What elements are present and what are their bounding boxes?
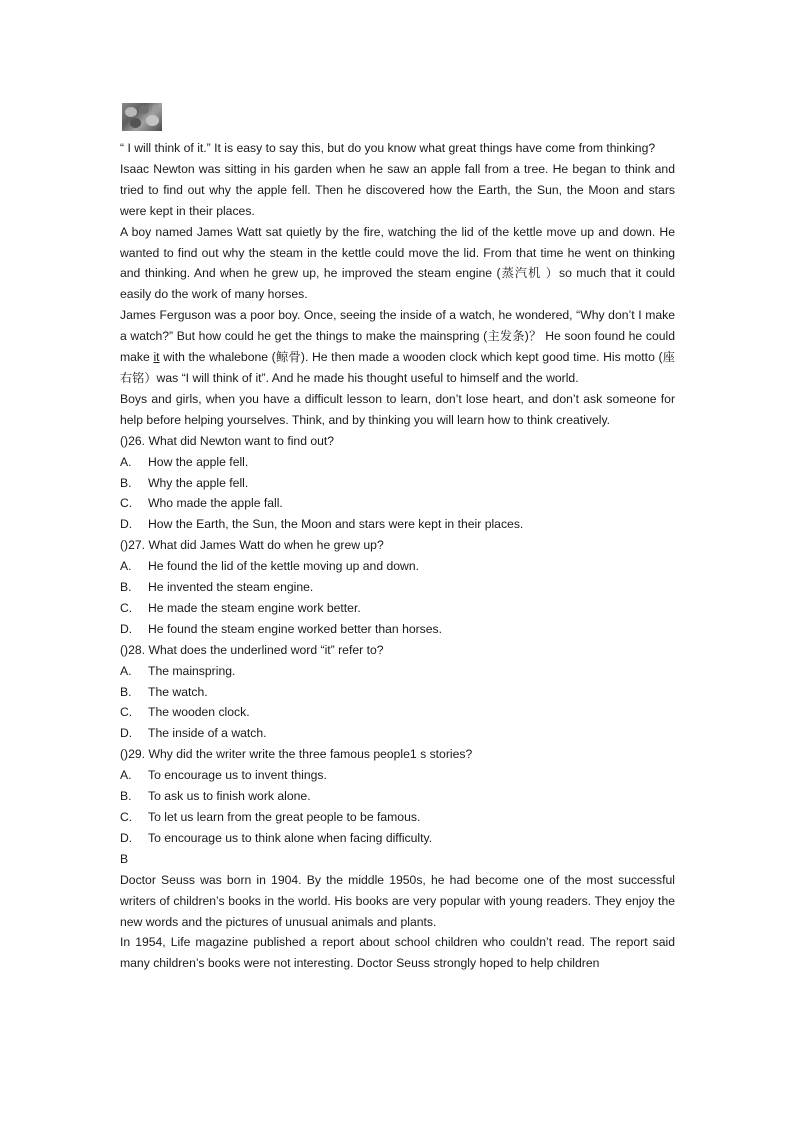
question-29-option-b — [120, 786, 675, 807]
ferguson-text-after: with the whalebone (鲸骨). He then made a wooden clock which kept good time. His motto (座右铭）was “I will think of it”. And he made his thought useful to himself and the world. — [120, 350, 675, 385]
option-text: To ask us to finish work alone. — [148, 789, 311, 804]
question-29-stem: ()29. Why did the writer write the three famous people1 s stories? — [120, 747, 473, 762]
header-logo-image — [122, 103, 162, 131]
question-28-option-b — [120, 682, 675, 703]
option-text: The watch. — [148, 684, 208, 699]
question-28-option-d — [120, 723, 675, 744]
question-27-option-b — [120, 577, 675, 598]
option-text: The inside of a watch. — [148, 726, 267, 741]
question-27-option-a — [120, 556, 675, 577]
question-26-option-c — [120, 493, 675, 514]
passage-a-ferguson — [120, 305, 675, 389]
option-letter: D. — [120, 830, 133, 845]
option-text: He made the steam engine work better. — [148, 600, 361, 615]
option-letter: A. — [120, 768, 132, 783]
option-letter: D. — [120, 517, 133, 532]
option-letter: C. — [120, 600, 133, 615]
option-letter: A. — [120, 559, 132, 574]
passage-a-intro: “ I will think of it.” It is easy to say this, but do you know what great things have come from thinking? — [120, 141, 656, 155]
passage-b-paragraph-2: In 1954, Life magazine published a report about school children who couldn’t read. The report said many children’s books were not interesting. Doctor Seuss strongly hoped to help children — [120, 935, 675, 971]
option-letter: C. — [120, 705, 133, 720]
option-text: How the Earth, the Sun, the Moon and stars were kept in their places. — [148, 517, 524, 532]
question-26-stem: ()26. What did Newton want to find out? — [120, 433, 335, 448]
option-letter: B. — [120, 475, 132, 490]
passage-b-paragraph-1: Doctor Seuss was born in 1904. By the middle 1950s, he had become one of the most successful writers of children’s books in the world. His books are very popular with young readers. They enjoy the new words and the pictures of unusual animals and plants. — [120, 872, 675, 929]
question-27-stem: ()27. What did James Watt do when he grew up? — [120, 538, 384, 553]
ferguson-text-before: James Ferguson was a poor boy. Once, seeing the inside of a watch, he wondered, “Why don’t I make a watch?” But how could he get the things to make the mainspring (主发条)？ He soon found he could make — [120, 308, 675, 365]
question-29-option-c — [120, 807, 675, 828]
question-27-option-d — [120, 619, 675, 640]
question-26-option-b — [120, 473, 675, 494]
passage-b-heading: B — [120, 851, 129, 866]
question-29-option-a — [120, 765, 675, 786]
option-letter: C. — [120, 496, 133, 511]
option-text: How the apple fell. — [148, 454, 249, 469]
option-text: To encourage us to invent things. — [148, 768, 327, 783]
question-26-option-d — [120, 514, 675, 535]
option-text: He invented the steam engine. — [148, 580, 314, 595]
question-29-option-d — [120, 828, 675, 849]
option-letter: B. — [120, 684, 132, 699]
option-text: The wooden clock. — [148, 705, 250, 720]
option-text: Who made the apple fall. — [148, 496, 283, 511]
passage-a-closing: Boys and girls, when you have a difficult lesson to learn, don’t lose heart, and don’t ask someone for help before helping yourselves. Think, and by thinking you will learn how to think creatively. — [120, 391, 675, 427]
option-text: The mainspring. — [148, 663, 236, 678]
question-28-stem: ()28. What does the underlined word “it” refer to? — [120, 642, 384, 657]
question-28-option-c — [120, 702, 675, 723]
option-text: He found the lid of the kettle moving up and down. — [148, 559, 420, 574]
option-letter: A. — [120, 663, 132, 678]
question-26-option-a — [120, 452, 675, 473]
option-letter: A. — [120, 454, 132, 469]
passage-a-newton: Isaac Newton was sitting in his garden when he saw an apple fall from a tree. He began to think and tried to find out why the apple fell. Then he discovered how the Earth, the Sun, the Moon and stars were kept in their places. — [120, 161, 675, 218]
underlined-word-it: it — [153, 350, 160, 365]
option-text: To encourage us to think alone when facing difficulty. — [148, 830, 433, 845]
option-text: To let us learn from the great people to be famous. — [148, 810, 421, 824]
option-letter: D. — [120, 726, 133, 741]
passage-a-watt: A boy named James Watt sat quietly by the fire, watching the lid of the kettle move up and down. He wanted to find out why the steam in the kettle could move the lid. From that time he went on thinking and thinking. And when he grew up, he improved the steam engine (蒸汽机 ）so much that it could easily do the work of many horses. — [120, 224, 675, 302]
option-letter: B. — [120, 580, 132, 595]
option-letter: C. — [120, 810, 133, 824]
option-text: He found the steam engine worked better than horses. — [148, 621, 443, 636]
option-letter: B. — [120, 789, 132, 804]
option-letter: D. — [120, 621, 133, 636]
document-body — [120, 138, 675, 974]
question-28-option-a — [120, 661, 675, 682]
question-27-option-c — [120, 598, 675, 619]
option-text: Why the apple fell. — [148, 475, 249, 490]
